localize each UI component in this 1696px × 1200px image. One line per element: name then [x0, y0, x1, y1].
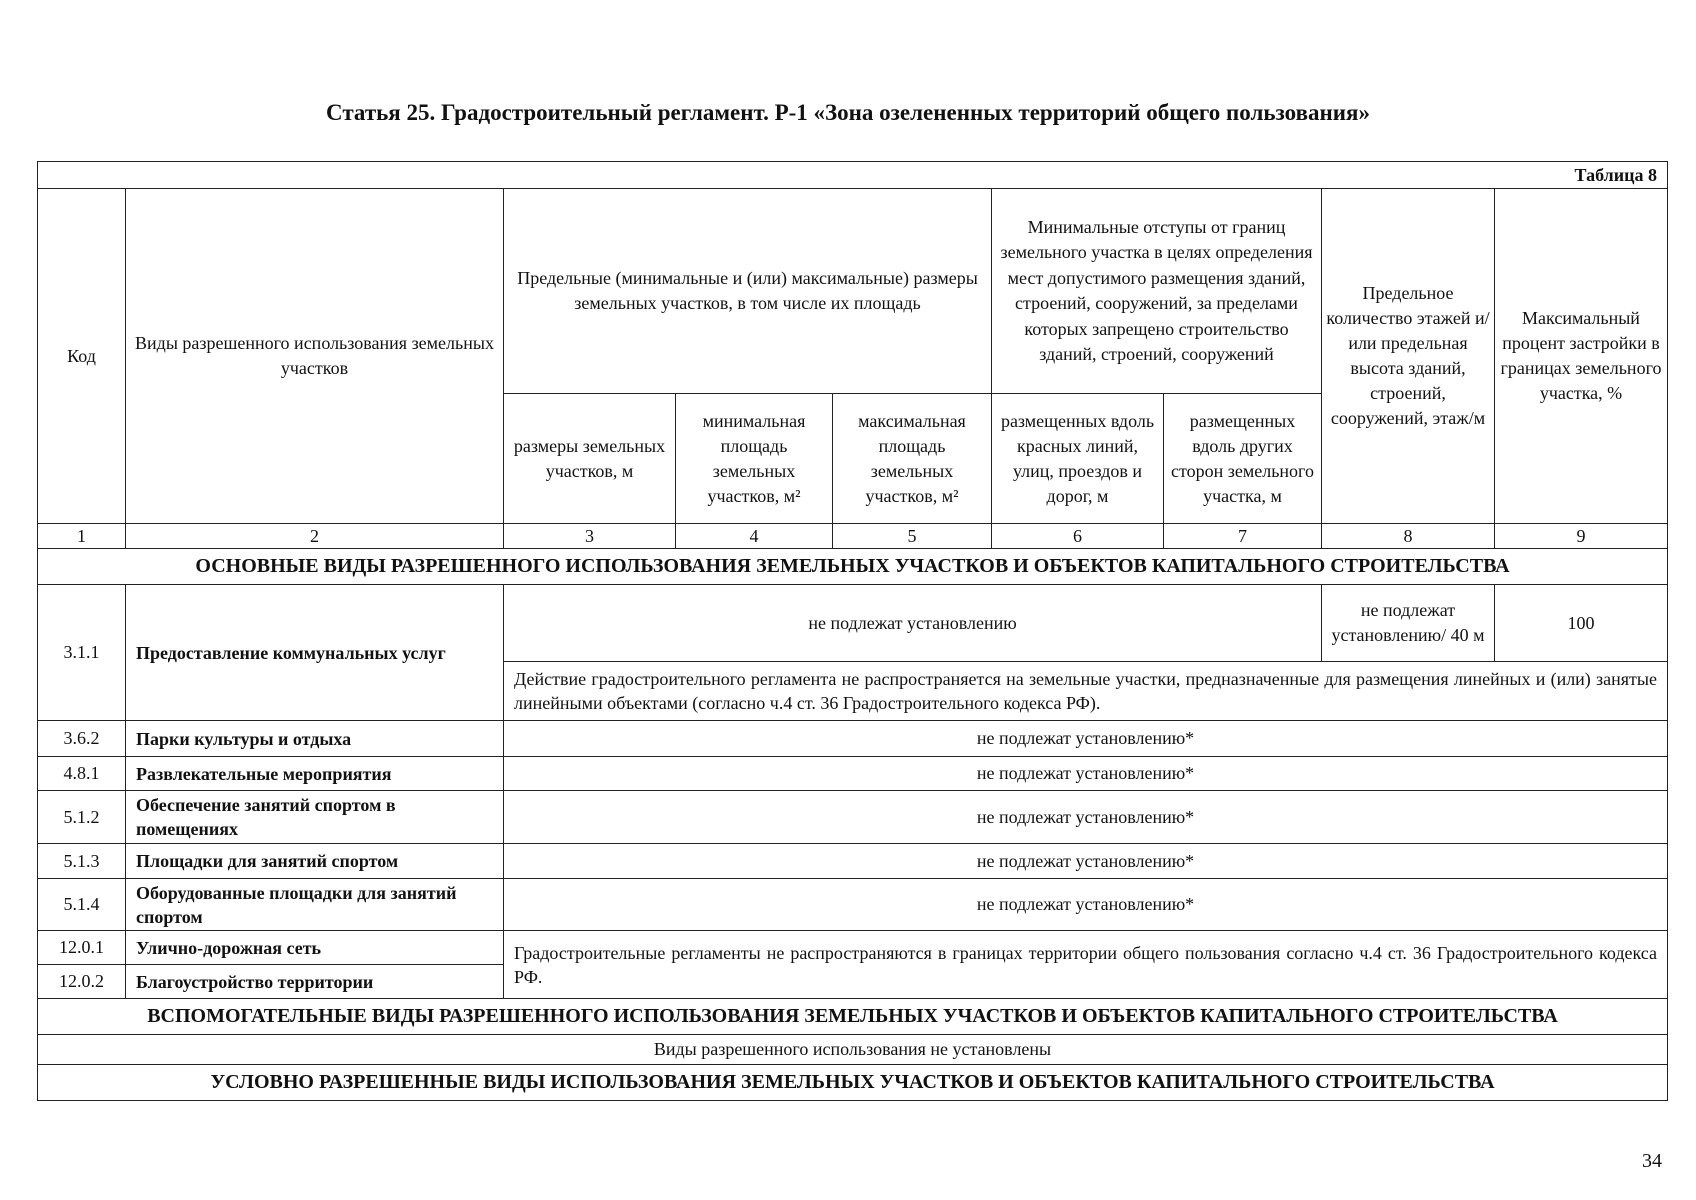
aux-none-row: [38, 1035, 1668, 1065]
col-number: 3: [504, 524, 676, 549]
column-numbers-row: [38, 524, 1668, 549]
table-row: [38, 791, 1668, 844]
header-row-1: [38, 189, 1668, 394]
col-number: 4: [676, 524, 833, 549]
row-code: 12.0.1: [38, 931, 126, 965]
header-other-sides: размещенных вдоль других сторон земельного участка, м: [1164, 394, 1322, 524]
row-code: 3.1.1: [38, 585, 126, 721]
col-number: 6: [992, 524, 1164, 549]
row-note: Действие градостроительного регламента не распространяется на земельные участки, предназначенные для размещения линейных и (или) занятые линейными объектами (согласно ч.4 ст. 36 Градостроительного кодекса РФ).: [504, 662, 1668, 721]
table-row: [38, 585, 1668, 662]
row-params: не подлежат установлению: [504, 585, 1322, 662]
row-use: Площадки для занятий спортом: [126, 844, 504, 879]
header-red-lines: размещенных вдоль красных линий, улиц, проездов и дорог, м: [992, 394, 1164, 524]
table-row: [38, 844, 1668, 879]
col-number: 8: [1322, 524, 1495, 549]
table-row: [38, 931, 1668, 965]
col-number: 9: [1495, 524, 1668, 549]
page-number: 34: [1642, 1150, 1662, 1172]
row-params: не подлежат установлению*: [504, 879, 1668, 931]
row-use: Улично-дорожная сеть: [126, 931, 504, 965]
row-note: Градостроительные регламенты не распространяются в границах территории общего пользования согласно ч.4 ст. 36 Градостроительного кодекса РФ.: [504, 931, 1668, 999]
row-params: не подлежат установлению*: [504, 757, 1668, 791]
section-cond-heading: УСЛОВНО РАЗРЕШЕННЫЕ ВИДЫ ИСПОЛЬЗОВАНИЯ ЗЕМЕЛЬНЫХ УЧАСТКОВ И ОБЪЕКТОВ КАПИТАЛЬНОГО СТРОИТЕЛЬСТВА: [38, 1065, 1668, 1101]
row-code: 5.1.3: [38, 844, 126, 879]
regulation-table: [37, 161, 1668, 1101]
row-code: 5.1.2: [38, 791, 126, 844]
header-max-area: максимальная площадь земельных участков, м²: [833, 394, 992, 524]
header-max-percent: Максимальный процент застройки в границах земельного участка, %: [1495, 189, 1668, 524]
section-main-heading: ОСНОВНЫЕ ВИДЫ РАЗРЕШЕННОГО ИСПОЛЬЗОВАНИЯ ЗЕМЕЛЬНЫХ УЧАСТКОВ И ОБЪЕКТОВ КАПИТАЛЬНОГО СТРОИТЕЛЬСТВА: [38, 549, 1668, 585]
row-code: 4.8.1: [38, 757, 126, 791]
row-code: 12.0.2: [38, 965, 126, 999]
header-floors: Предельное количество этажей и/или предельная высота зданий, строений, сооружений, этаж/м: [1322, 189, 1495, 524]
row-use: Обеспечение занятий спортом в помещениях: [126, 791, 504, 844]
header-setbacks-group: Минимальные отступы от границ земельного участка в целях определения мест допустимого размещения зданий, строений, сооружений, за пределами которых запрещено строительство зданий, строений, сооружений: [992, 189, 1322, 394]
row-use: Оборудованные площадки для занятий спортом: [126, 879, 504, 931]
row-params: не подлежат установлению*: [504, 721, 1668, 757]
header-sizes-group: Предельные (минимальные и (или) максимальные) размеры земельных участков, в том числе их площадь: [504, 189, 992, 394]
table-row: [38, 879, 1668, 931]
page-title: Статья 25. Градостроительный регламент. Р-1 «Зона озелененных территорий общего пользования»: [326, 100, 1370, 125]
row-params: не подлежат установлению*: [504, 791, 1668, 844]
row-code: 3.6.2: [38, 721, 126, 757]
table-row: [38, 721, 1668, 757]
row-floors: не подлежат установлению/ 40 м: [1322, 585, 1495, 662]
section-main-row: [38, 549, 1668, 585]
row-use: Парки культуры и отдыха: [126, 721, 504, 757]
table-label-row: [38, 162, 1668, 189]
col-number: 7: [1164, 524, 1322, 549]
aux-none-text: Виды разрешенного использования не установлены: [38, 1035, 1668, 1065]
header-use: Виды разрешенного использования земельных участков: [126, 189, 504, 524]
row-use: Предоставление коммунальных услуг: [126, 585, 504, 721]
row-code: 5.1.4: [38, 879, 126, 931]
col-number: 5: [833, 524, 992, 549]
header-code: Код: [38, 189, 126, 524]
section-aux-row: [38, 999, 1668, 1035]
section-aux-heading: ВСПОМОГАТЕЛЬНЫЕ ВИДЫ РАЗРЕШЕННОГО ИСПОЛЬЗОВАНИЯ ЗЕМЕЛЬНЫХ УЧАСТКОВ И ОБЪЕКТОВ КАПИТАЛЬНОГО СТРОИТЕЛЬСТВА: [38, 999, 1668, 1035]
row-percent: 100: [1495, 585, 1668, 662]
row-use: Благоустройство территории: [126, 965, 504, 999]
header-plot-size: размеры земельных участков, м: [504, 394, 676, 524]
col-number: 1: [38, 524, 126, 549]
table-label: Таблица 8: [38, 162, 1668, 189]
col-number: 2: [126, 524, 504, 549]
table-row: [38, 757, 1668, 791]
row-params: не подлежат установлению*: [504, 844, 1668, 879]
row-use: Развлекательные мероприятия: [126, 757, 504, 791]
section-cond-row: [38, 1065, 1668, 1101]
header-min-area: минимальная площадь земельных участков, м²: [676, 394, 833, 524]
